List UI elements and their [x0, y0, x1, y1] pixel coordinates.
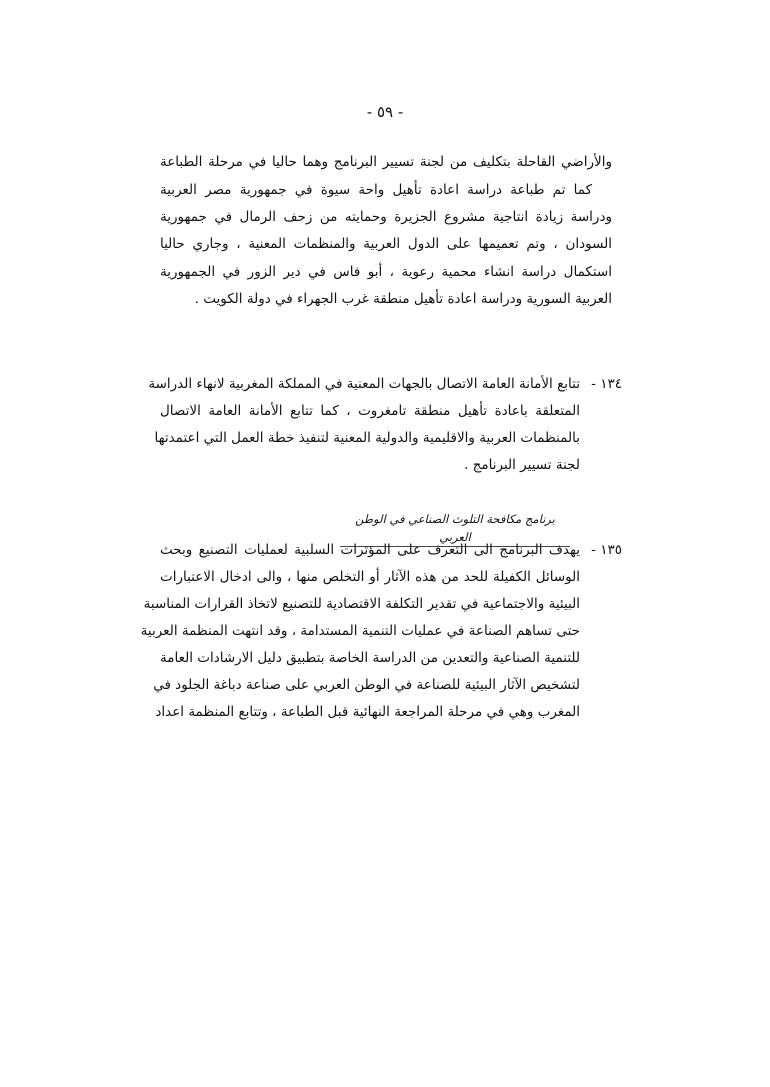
text-line: استكمال دراسة انشاء محمية رعوية ، أبو فاس في دير الزور في الجمهورية [160, 264, 612, 280]
text-line: يهدف البرنامج الى التعرف على المؤثرات السلبية لعمليات التصنيع وبحث [160, 542, 580, 558]
paragraph-number: ١٣٥ - [591, 542, 622, 558]
page-number: - ٥٩ - [366, 103, 404, 121]
text-line: حتى تساهم الصناعة في عمليات التنمية المستدامة ، وقد انتهت المنظمة العربية [140, 623, 580, 639]
text-line: بالمنظمات العربية والاقليمية والدولية المعنية لتنفيذ خطة العمل التي اعتمدتها [154, 430, 580, 446]
text-line: المغرب وهي في مرحلة المراجعة النهائية قبل الطباعة ، وتتابع المنظمة اعداد [155, 704, 580, 720]
text-line: لجنة تسيير البرنامج . [464, 457, 580, 473]
text-line: ودراسة زيادة انتاجية مشروع الجزيرة وحمايته من زحف الرمال في جمهورية [160, 209, 612, 225]
text-line: والأراضي القاحلة بتكليف من لجنة تسيير البرنامج وهما حاليا في مرحلة الطباعة [160, 154, 612, 170]
text-line: البيئية والاجتماعية في تقدير التكلفة الاقتصادية للتصنيع لاتخاذ القرارات المناسبة [143, 596, 580, 612]
text-line: المتعلقة باعادة تأهيل منطقة تامغروت ، كما تتابع الأمانة العامة الاتصال [160, 403, 580, 419]
text-line: السودان ، وتم تعميمها على الدول العربية والمنظمات المعنية ، وجاري حاليا [160, 236, 612, 252]
paragraph-number: ١٣٤ - [591, 376, 622, 392]
text-line: كما تم طباعة دراسة اعادة تأهيل واحة سيوة في جمهورية مصر العربية [160, 182, 592, 198]
text-line: للتنمية الصناعية والتعدين من الدراسة الخاصة بتطبيق دليل الارشادات العامة [160, 650, 580, 666]
text-line: الوسائل الكفيلة للحد من هذه الآثار أو التخلص منها ، والى ادخال الاعتبارات [160, 569, 580, 585]
text-line: العربية السورية ودراسة اعادة تأهيل منطقة غرب الجهراء في دولة الكويت . [194, 291, 612, 307]
text-line: لتشخيص الآثار البيئية للصناعة في الوطن العربي على صناعة دباغة الجلود في [153, 677, 580, 693]
text-line: تتابع الأمانة العامة الاتصال بالجهات المعنية في المملكة المغربية لانهاء الدراسة [148, 376, 580, 392]
section-heading: برنامج مكافحة التلوث الصناعي في الوطن العربي [340, 510, 570, 547]
